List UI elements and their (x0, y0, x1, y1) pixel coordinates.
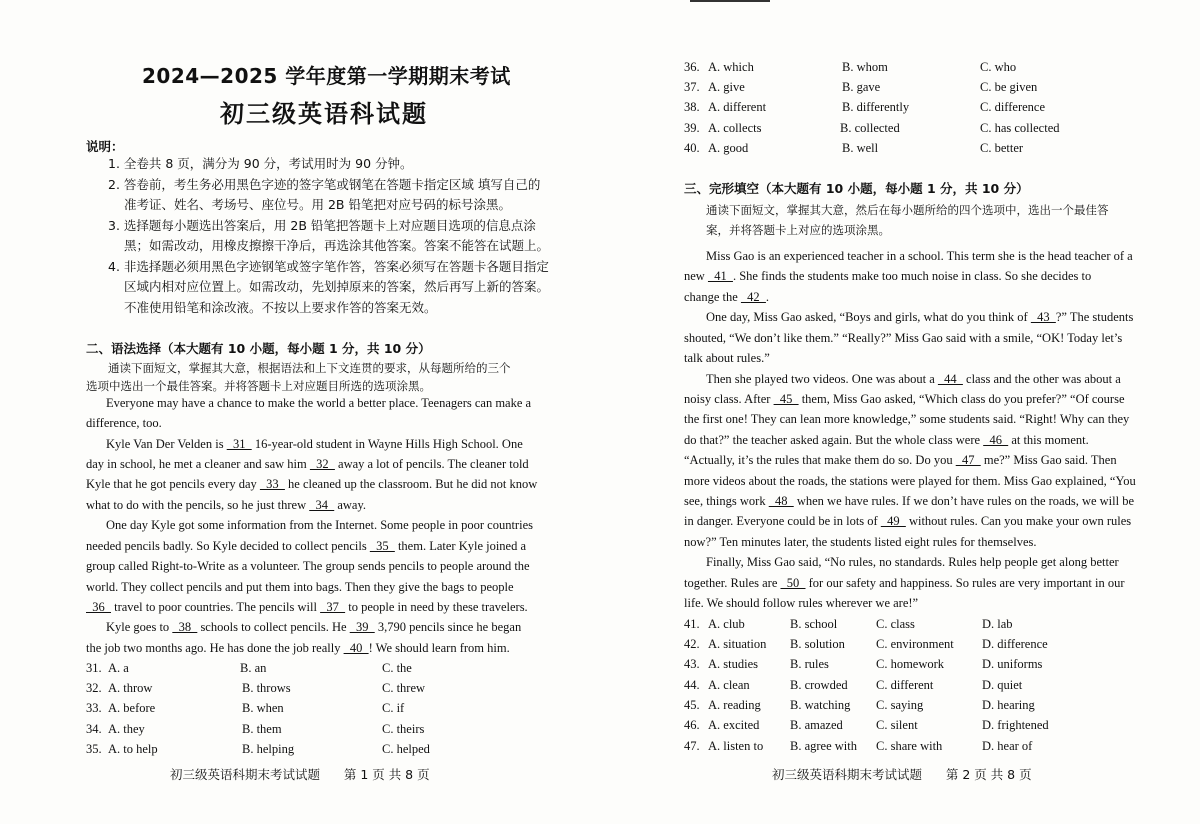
option-number: 43. (684, 657, 700, 671)
passage-line: Kyle goes to 38 schools to collect pencils. He 39 3,790 pencils since he began (106, 620, 522, 634)
top-edge-mark (690, 0, 770, 2)
option-c: C. class (876, 617, 915, 631)
instruction-line: 区域内相对应位置上。如需改动，先划掉原来的答案，然后再写上新的答案。 (124, 279, 550, 294)
option-a: A. reading (708, 698, 761, 712)
passage-line: One day Kyle got some information from the Internet. Some people in poor countries (106, 518, 533, 532)
option-a: A. situation (708, 637, 767, 651)
blank-number: 32 (309, 457, 335, 471)
option-d: D. frightened (982, 718, 1049, 732)
option-number: 41. (684, 617, 700, 631)
section-2-instruction: 通读下面短文，掌握其大意，根据语法和上下文连贯的要求，从每题所给的三个 (108, 361, 511, 375)
option-b: B. helping (242, 742, 295, 756)
option-b: B. when (242, 701, 284, 715)
option-d: D. uniforms (982, 657, 1043, 671)
option-number: 34. (86, 722, 102, 736)
option-b: B. an (240, 661, 267, 675)
option-d: D. hearing (982, 698, 1035, 712)
option-a: A. listen to (708, 739, 764, 753)
option-c: C. share with (876, 739, 943, 753)
option-b: B. school (790, 617, 838, 631)
blank-number: 36 (86, 600, 111, 614)
passage-line: world. They collect pencils and put them into bags. Then they give the bags to people (86, 580, 514, 594)
section-2-instruction: 选项中选出一个最佳答案。并将答题卡上对应题目所选的选项涂黑。 (86, 379, 431, 393)
option-b: B. collected (840, 121, 900, 135)
instructions-label: 说明： (86, 139, 124, 154)
option-d: D. difference (982, 637, 1048, 651)
option-c: C. difference (980, 100, 1046, 114)
option-b: B. differently (842, 100, 910, 114)
passage-line: Kyle that he got pencils every day 33 he cleaned up the classroom. But he did not know (86, 477, 538, 491)
passage-line: change the 42 . (684, 290, 770, 304)
blank-number: 48 (768, 494, 794, 508)
section-3-title: 三、完形填空（本大题有 10 小题，每小题 1 分，共 10 分） (684, 181, 1029, 196)
blank-number: 46 (983, 433, 1009, 447)
passage-line: needed pencils badly. So Kyle decided to collect pencils 35 them. Later Kyle joined a (86, 539, 527, 553)
option-number: 46. (684, 718, 700, 732)
option-c: C. theirs (382, 722, 425, 736)
option-c: C. helped (382, 742, 430, 756)
option-b: B. throws (242, 681, 291, 695)
option-number: 47. (684, 739, 700, 753)
option-d: D. hear of (982, 739, 1033, 753)
passage-line: day in school, he met a cleaner and saw him 32 away a lot of pencils. The cleaner told (86, 457, 529, 471)
option-b: B. rules (790, 657, 829, 671)
blank-number: 40 (343, 641, 369, 655)
option-number: 31. (86, 661, 102, 675)
option-a: A. collects (708, 121, 762, 135)
passage-line: 36 travel to poor countries. The pencils will 37 to people in need by these travelers. (86, 600, 528, 614)
passage-line: in danger. Everyone could be in lots of 49 without rules. Can you make your own rules (684, 514, 1132, 528)
option-a: A. they (108, 722, 145, 736)
blank-number: 43 (1030, 310, 1056, 324)
option-c: C. homework (876, 657, 945, 671)
option-a: A. different (708, 100, 767, 114)
option-b: B. whom (842, 60, 888, 74)
option-b: B. well (842, 141, 879, 155)
passage-line: Kyle Van Der Velden is 31 16-year-old student in Wayne Hills High School. One (106, 437, 523, 451)
blank-number: 49 (880, 514, 906, 528)
passage-line: talk about rules.” (684, 351, 770, 365)
blank-number: 47 (955, 453, 981, 467)
passage-line: “Actually, it’s the rules that make them do so. Do you 47 me?” Miss Gao said. Then (684, 453, 1117, 467)
option-a: A. excited (708, 718, 760, 732)
option-number: 36. (684, 60, 700, 74)
blank-number: 37 (320, 600, 346, 614)
section-3-instruction: 案，并将答题卡上对应的选项涂黑。 (706, 223, 890, 237)
blank-number: 44 (937, 372, 963, 386)
option-number: 35. (86, 742, 102, 756)
passage-line: what to do with the pencils, so he just threw 34 away. (86, 498, 367, 512)
blank-number: 34 (309, 498, 335, 512)
passage-line: Everyone may have a chance to make the world a better place. Teenagers can make a (106, 396, 532, 410)
option-c: C. the (382, 661, 412, 675)
passage-line: difference, too. (86, 416, 162, 430)
option-c: C. if (382, 701, 405, 715)
passage-line: Miss Gao is an experienced teacher in a school. This term she is the head teacher of a (706, 249, 1133, 263)
passage-line: noisy class. After 45 them, Miss Gao asked, “Which class do you prefer?” “Of course (684, 392, 1125, 406)
option-number: 39. (684, 121, 700, 135)
option-c: C. environment (876, 637, 954, 651)
option-b: B. them (242, 722, 282, 736)
option-number: 42. (684, 637, 700, 651)
option-number: 45. (684, 698, 700, 712)
blank-number: 35 (369, 539, 395, 553)
option-a: A. clean (708, 678, 750, 692)
blank-number: 38 (172, 620, 198, 634)
instruction-line: 3. 选择题每小题选出答案后，用 2B 铅笔把答题卡上对应题目选项的信息点涂 (108, 218, 536, 233)
blank-number: 45 (773, 392, 799, 406)
exam-subtitle: 初三级英语科试题 (220, 100, 428, 128)
blank-number: 42 (740, 290, 766, 304)
option-b: B. crowded (790, 678, 848, 692)
section-2-title: 二、语法选择（本大题有 10 小题，每小题 1 分，共 10 分） (86, 341, 431, 356)
passage-line: One day, Miss Gao asked, “Boys and girls, what do you think of 43 ?” The students (706, 310, 1134, 324)
option-number: 40. (684, 141, 700, 155)
option-a: A. give (708, 80, 745, 94)
option-a: A. throw (108, 681, 153, 695)
option-a: A. good (708, 141, 749, 155)
page-2 (600, 0, 1200, 824)
instruction-line: 黑；如需改动，用橡皮擦擦干净后，再选涂其他答案。答案不能答在试题上。 (124, 238, 550, 253)
passage-line: life. We should follow rules wherever we are!” (684, 596, 919, 610)
passage-line: see, things work 48 when we have rules. If we don’t have rules on the roads, we will be (684, 494, 1135, 508)
blank-number: 50 (780, 576, 806, 590)
option-number: 33. (86, 701, 102, 715)
option-number: 44. (684, 678, 700, 692)
instruction-line: 不准使用铅笔和涂改液。不按以上要求作答的答案无效。 (124, 300, 437, 315)
blank-number: 39 (349, 620, 375, 634)
passage-line: Then she played two videos. One was about a 44 class and the other was about a (706, 372, 1121, 386)
option-b: B. solution (790, 637, 845, 651)
section-3-instruction: 通读下面短文，掌握其大意，然后在每小题所给的四个选项中，选出一个最佳答 (706, 203, 1109, 217)
option-number: 37. (684, 80, 700, 94)
passage-line: more videos about the roads, the stations were played for them. Miss Gao explained, “You (684, 474, 1136, 488)
option-b: B. amazed (790, 718, 843, 732)
option-a: A. which (708, 60, 754, 74)
option-b: B. agree with (790, 739, 857, 753)
passage-line: new 41 . She finds the students make too much noise in class. So she decides to (684, 269, 1092, 283)
option-c: C. saying (876, 698, 924, 712)
option-c: C. silent (876, 718, 918, 732)
option-a: A. a (108, 661, 129, 675)
passage-line: Finally, Miss Gao said, “No rules, no standards. Rules help people get along better (706, 555, 1119, 569)
option-c: C. be given (980, 80, 1038, 94)
option-a: A. studies (708, 657, 758, 671)
blank-number: 31 (226, 437, 252, 451)
instruction-line: 1. 全卷共 8 页，满分为 90 分，考试用时为 90 分钟。 (108, 156, 413, 171)
passage-line: the first one! They can lean more knowledge,” some students said. “Right! Why can they (684, 412, 1130, 426)
blank-number: 33 (259, 477, 285, 491)
option-a: A. to help (108, 742, 158, 756)
page-footer: 初三级英语科期末考试试题 第 2 页 共 8 页 (772, 767, 1032, 782)
passage-line: now?” Ten minutes later, the students listed eight rules for themselves. (684, 535, 1037, 549)
option-c: C. has collected (980, 121, 1060, 135)
option-a: A. club (708, 617, 745, 631)
option-c: C. threw (382, 681, 426, 695)
option-b: B. watching (790, 698, 851, 712)
passage-line: together. Rules are 50 for our safety and happiness. So rules are very important in our (684, 576, 1125, 590)
exam-title: 2024—2025 学年度第一学期期末考试 (142, 64, 511, 88)
option-number: 38. (684, 100, 700, 114)
passage-line: group called Right-to-Write as a volunteer. The group sends pencils to people around the (86, 559, 530, 573)
instruction-line: 2. 答卷前，考生务必用黑色字迹的签字笔或钢笔在答题卡指定区域 填写自己的 (108, 177, 541, 192)
option-d: D. lab (982, 617, 1013, 631)
option-c: C. different (876, 678, 934, 692)
page-footer: 初三级英语科期末考试试题 第 1 页 共 8 页 (170, 767, 430, 782)
option-d: D. quiet (982, 678, 1023, 692)
passage-line: do that?” the teacher asked again. But the whole class were 46 at this moment. (684, 433, 1089, 447)
passage-line: shouted, “We don’t like them.” “Really?” Miss Gao said with a smile, “OK! Today let’s (684, 331, 1123, 345)
passage-line: the job two months ago. He has done the job really 40 ! We should learn from him. (86, 641, 510, 655)
option-c: C. who (980, 60, 1017, 74)
blank-number: 41 (707, 269, 733, 283)
option-number: 32. (86, 681, 102, 695)
instruction-line: 4. 非选择题必须用黑色字迹钢笔或签字笔作答，答案必须写在答题卡各题目指定 (108, 259, 549, 274)
option-c: C. better (980, 141, 1024, 155)
instruction-line: 准考证、姓名、考场号、座位号。用 2B 铅笔把对应号码的标号涂黑。 (124, 197, 511, 212)
option-b: B. gave (842, 80, 881, 94)
option-a: A. before (108, 701, 156, 715)
